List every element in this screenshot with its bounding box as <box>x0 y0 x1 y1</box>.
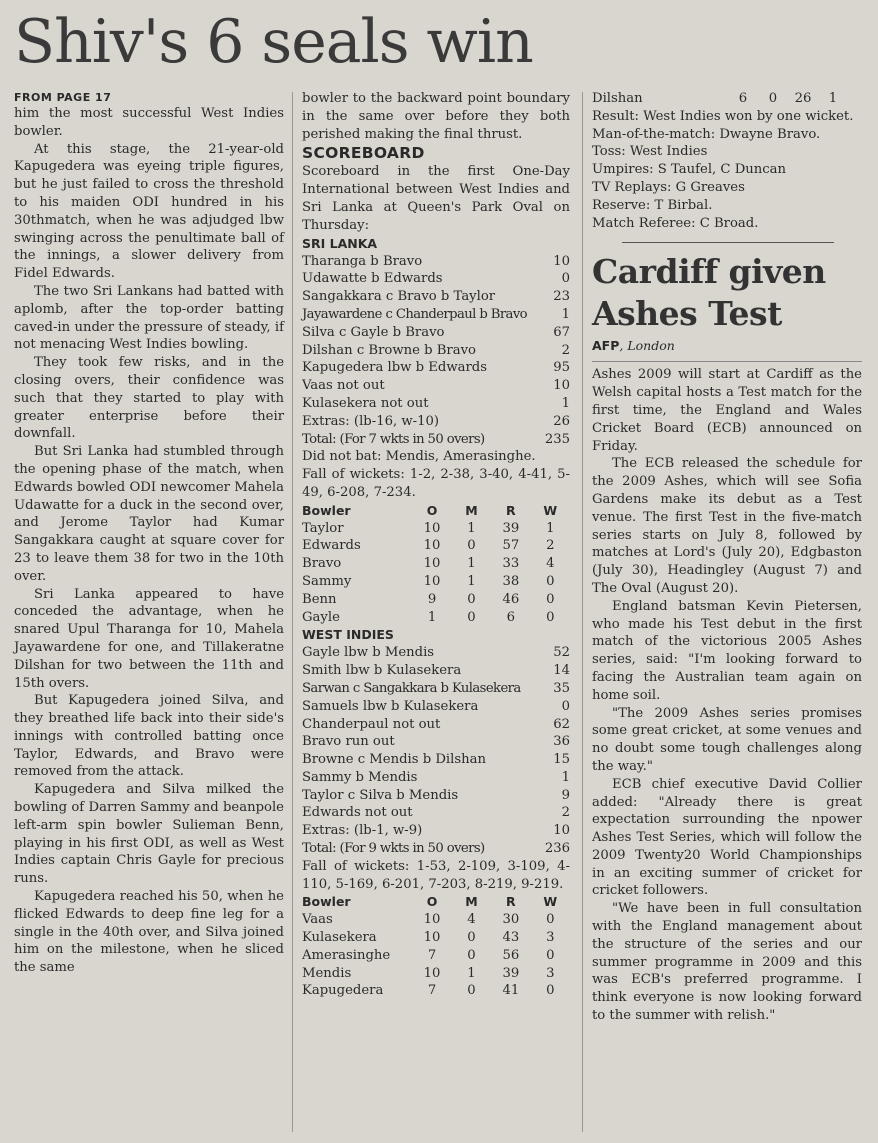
batsman-runs: 36 <box>553 734 570 750</box>
bowler-name: Taylor <box>302 520 344 536</box>
bowling-header-cell: R <box>506 894 516 910</box>
batsman-entry: Samuels lbw b Kulasekera <box>302 698 479 714</box>
did-not-bat: Did not bat: Mendis, Amerasinghe. <box>302 449 536 465</box>
bowling-figure: 0 <box>467 609 476 625</box>
bowler-name: Kapugedera <box>302 983 384 999</box>
bowling-figure: 0 <box>546 912 555 928</box>
batsman-entry: Tharanga b Bravo <box>302 253 423 269</box>
article-paragraph: Kapugedera reached his 50, when he flicked Edwards to deep fine leg for a single in the 40th over, and Silva joined him on the milestone, when he sliced the same <box>14 889 284 976</box>
batting-row <box>302 413 570 431</box>
bowling-figure: 1 <box>427 609 437 625</box>
article-paragraph: ECB chief executive David Collier added: "Already there is great expectation surrounding the npower Ashes Test Series, which will follow the 2009 Twenty20 World Championships in an exciting summer of cricket for cricket followers. <box>592 776 862 899</box>
bowling-figure: 1 <box>546 520 555 536</box>
batting-row <box>302 822 570 840</box>
batsman-entry: Total: (For 9 wkts in 50 overs) <box>302 841 485 857</box>
batsman-runs: 2 <box>561 342 570 358</box>
bowler-name: Dilshan <box>592 91 643 106</box>
bowling-figure: 0 <box>546 947 555 963</box>
bowling-figure: 6 <box>506 609 516 625</box>
bowling-figure: 4 <box>546 556 555 572</box>
dateline: , London <box>619 338 675 354</box>
batsman-entry: Jayawardene c Chanderpaul b Bravo <box>302 306 528 322</box>
bowling-header-cell: Bowler <box>302 894 351 910</box>
batsman-entry: Sangakkara c Bravo b Taylor <box>302 289 496 305</box>
team-heading-west-indies: WEST INDIES <box>302 627 394 643</box>
bowler-name: Amerasinghe <box>302 947 391 963</box>
bowling-figure: 3 <box>546 965 555 981</box>
bowling-figure: 39 <box>502 965 520 981</box>
batsman-runs: 1 <box>561 395 570 411</box>
scoreboard-intro: Scoreboard in the first One-Day International between West Indies and Sri Lanka at Queen's Park Oval on Thursday: <box>302 164 570 233</box>
batsman-runs: 9 <box>561 787 570 803</box>
article-paragraph: "The 2009 Ashes series promises some great cricket, at some venues and no doubt some tough challenges along the way." <box>592 705 862 774</box>
bowling-header-cell: O <box>426 894 438 910</box>
article-paragraph: At this stage, the 21-year-old Kapugedera was eyeing triple figures, but he just failed to cross the threshold to his maiden ODI hundred in his 30thmatch, when he was adjudged lbw swinging across the penultimate ball of the innings, a slower delivery from Fidel Edwards. <box>14 141 284 282</box>
batting-row <box>302 306 570 324</box>
bowling-row <box>302 609 570 627</box>
column-divider <box>582 92 583 1132</box>
continued-from-label: FROM PAGE 17 <box>14 91 112 104</box>
batsman-entry: Sammy b Mendis <box>302 769 418 785</box>
bowling-header-cell: M <box>465 502 478 518</box>
bowling-figure: 1 <box>467 520 476 536</box>
scoreboard-column <box>302 90 570 1000</box>
story-divider <box>622 242 834 243</box>
batsman-runs: 1 <box>561 306 570 322</box>
bowling-figure: 3 <box>546 930 555 946</box>
bowling-figure: 2 <box>546 538 555 554</box>
batsman-entry: Silva c Gayle b Bravo <box>302 324 445 340</box>
bowler-name: Vaas <box>302 912 333 928</box>
scoreboard-title: SCOREBOARD <box>302 144 425 163</box>
batsman-runs: 10 <box>553 823 570 839</box>
bowling-figure: 9 <box>427 591 437 607</box>
bowling-row <box>302 573 570 591</box>
bowling-header-cell: M <box>465 894 478 910</box>
batting-card-sri-lanka <box>302 253 570 449</box>
bowling-figure: 0 <box>467 947 476 963</box>
bowling-row <box>302 982 570 1000</box>
match-referee: Match Referee: C Broad. <box>592 215 759 231</box>
bowling-row <box>302 947 570 965</box>
article-paragraph: The ECB released the schedule for the 2009 Ashes, which will see Sofia Gardens make its debut as a Test venue. The first Test in the five-match series starts on July 8, followed by matches at Lord's (July 20), Edgbaston (July 30), Headingley (August 7) and The Oval (August 20). <box>592 456 862 596</box>
umpires: Umpires: S Taufel, C Duncan <box>592 162 787 178</box>
bowling-header-cell: W <box>543 894 558 910</box>
batting-row <box>302 359 570 377</box>
bowling-card-west-indies-bowlers <box>302 502 570 627</box>
batsman-runs: 14 <box>553 663 570 679</box>
article-paragraph: England batsman Kevin Pietersen, who made his Test debut in the first match of the victorious 2005 Ashes series, said: "I'm looking forward to facing the Australian team again on home soil. <box>592 598 862 703</box>
bowler-name: Edwards <box>302 538 361 554</box>
batsman-runs: 95 <box>553 360 570 376</box>
bowling-figure: 0 <box>546 591 555 607</box>
bowling-figure: 43 <box>502 930 520 946</box>
batsman-runs: 23 <box>553 289 570 305</box>
man-of-the-match: Man-of-the-match: Dwayne Bravo. <box>592 126 821 142</box>
article-paragraph: Sri Lanka appeared to have conceded the advantage, when he snared Upul Tharanga for 10, Mahela Jayawardene for one, and Tillakeratne Dilshan for two between the 11th and 15th overs. <box>14 586 284 691</box>
article-paragraph: The two Sri Lankans had batted with aplomb, after the top-order batting caved-in under the pressure of steady, if not menacing West Indies bowling. <box>14 283 284 353</box>
batsman-runs: 1 <box>561 769 570 785</box>
article-paragraph: him the most successful West Indies bowler. <box>14 106 284 139</box>
batting-row <box>302 644 570 662</box>
runs: 26 <box>794 91 812 106</box>
bowling-figure: 33 <box>502 556 520 572</box>
batsman-entry: Udawatte b Edwards <box>302 271 443 287</box>
match-result: Result: West Indies won by one wicket. <box>592 108 854 124</box>
bowling-row <box>302 555 570 573</box>
article-column-1 <box>14 90 284 977</box>
wickets: 1 <box>828 91 838 106</box>
bowling-figure: 0 <box>467 930 476 946</box>
batsman-entry: Total: (For 7 wkts in 50 overs) <box>302 431 485 447</box>
bowling-row <box>302 591 570 609</box>
batsman-entry: Gayle lbw b Mendis <box>302 645 435 661</box>
bowling-figure: 10 <box>423 538 441 554</box>
article-paragraph: Ashes 2009 will start at Cardiff as the Welsh capital hosts a Test match for the first time, the England and Wales Cricket Board (ECB) announced on Friday. <box>592 367 862 454</box>
bowling-header-cell: W <box>543 502 558 518</box>
batsman-runs: 15 <box>553 752 570 768</box>
page-headline: Shiv's 6 seals win <box>14 7 533 77</box>
batsman-entry: Dilshan c Browne b Bravo <box>302 342 476 358</box>
bowler-name: Sammy <box>302 573 352 589</box>
batsman-entry: Edwards not out <box>302 805 413 821</box>
bowling-row <box>592 90 862 108</box>
batsman-runs: 67 <box>553 324 570 340</box>
batsman-entry: Sarwan c Sangakkara b Kulasekera <box>302 680 521 696</box>
batsman-runs: 0 <box>561 271 570 287</box>
batsman-entry: Bravo run out <box>302 734 395 750</box>
column-divider <box>292 92 293 1132</box>
batsman-entry: Extras: (lb-1, w-9) <box>302 823 423 839</box>
team-heading-sri-lanka: SRI LANKA <box>302 235 378 251</box>
byline-rule <box>592 361 862 362</box>
bowling-header-row <box>302 502 570 520</box>
batsman-entry: Extras: (lb-16, w-10) <box>302 413 440 429</box>
bowling-figure: 56 <box>502 947 520 963</box>
bowling-row <box>302 520 570 538</box>
batsman-runs: 62 <box>553 716 570 732</box>
agency: AFP <box>592 338 620 354</box>
bowling-figure: 0 <box>546 609 555 625</box>
batting-row <box>302 804 570 822</box>
batting-row <box>302 733 570 751</box>
article-paragraph: "We have been in full consultation with the England management about the structure of the series and our summer programme in 2009 and this was ECB's preferred programme. I think everyone is now looking forward to the summer with relish." <box>592 901 862 1024</box>
article-paragraph: They took few risks, and in the closing overs, their confidence was such that they started to play with greater enterprise before their downfall. <box>14 355 284 442</box>
fall-of-wickets: Fall of wickets: 1-2, 2-38, 3-40, 4-41, 5-49, 6-208, 7-234. <box>302 467 570 500</box>
batting-card-west-indies <box>302 644 570 858</box>
bowling-figure: 7 <box>427 983 437 999</box>
bowling-figure: 0 <box>467 538 476 554</box>
bowler-name: Mendis <box>302 965 352 981</box>
batting-row <box>302 698 570 716</box>
batting-row <box>302 342 570 360</box>
reserve-umpire: Reserve: T Birbal. <box>592 197 713 213</box>
bowling-figure: 10 <box>423 912 441 928</box>
bowler-name: Bravo <box>302 556 342 572</box>
batsman-runs: 52 <box>553 645 570 661</box>
byline <box>592 335 862 357</box>
batsman-runs: 10 <box>553 378 570 394</box>
batsman-runs: 0 <box>561 698 570 714</box>
bowling-figure: 0 <box>546 573 555 589</box>
bowler-name: Benn <box>302 591 337 607</box>
bowling-figure: 10 <box>423 930 441 946</box>
batting-row <box>302 769 570 787</box>
bowling-figure: 38 <box>502 573 520 589</box>
bowling-figure: 57 <box>502 538 520 554</box>
batsman-runs: 26 <box>553 413 570 429</box>
batsman-runs: 235 <box>544 431 570 447</box>
batting-row <box>302 680 570 698</box>
story-headline: Cardiff given Ashes Test <box>592 252 826 334</box>
bowling-figure: 39 <box>502 520 520 536</box>
tv-replays: TV Replays: G Greaves <box>592 179 745 195</box>
batsman-entry: Taylor c Silva b Mendis <box>302 787 459 803</box>
batting-row <box>302 288 570 306</box>
batsman-runs: 35 <box>553 680 570 696</box>
batting-row <box>302 377 570 395</box>
bowling-figure: 10 <box>423 520 441 536</box>
article-paragraph: bowler to the backward point boundary in the same over before they both perished making the final thrust. <box>302 91 570 142</box>
bowling-row <box>302 929 570 947</box>
article-paragraph: But Kapugedera joined Silva, and they breathed life back into their side's innings with controlled batting once Taylor, Edwards, and Bravo were removed from the attack. <box>14 693 284 780</box>
batsman-entry: Kulasekera not out <box>302 395 429 411</box>
batting-row <box>302 395 570 413</box>
fall-of-wickets: Fall of wickets: 1-53, 2-109, 3-109, 4-110, 5-169, 6-201, 7-203, 8-219, 9-219. <box>302 858 570 892</box>
batting-row <box>302 716 570 734</box>
bowling-figure: 41 <box>502 983 520 999</box>
bowling-figure: 4 <box>467 912 476 928</box>
bowler-name: Gayle <box>302 609 340 625</box>
bowler-name: Kulasekera <box>302 930 377 946</box>
toss: Toss: West Indies <box>592 144 708 160</box>
bowling-figure: 10 <box>423 573 441 589</box>
batting-row <box>302 324 570 342</box>
bowling-figure: 30 <box>502 912 520 928</box>
batsman-runs: 10 <box>553 253 570 269</box>
bowling-figure: 1 <box>467 573 476 589</box>
overs: 6 <box>738 91 748 106</box>
bowling-figure: 0 <box>546 983 555 999</box>
batting-row <box>302 431 570 449</box>
batsman-runs: 2 <box>561 805 570 821</box>
bowling-figure: 0 <box>467 591 476 607</box>
bowling-figure: 10 <box>423 965 441 981</box>
article-paragraph: Kapugedera and Silva milked the bowling of Darren Sammy and beanpole left-arm spin bowler Sulieman Benn, playing in his first ODI, as well as West Indies captain Chris Gayle for precious runs. <box>14 782 284 887</box>
bowling-figure: 46 <box>502 591 520 607</box>
article-paragraph: But Sri Lanka had stumbled through the opening phase of the match, when Edwards bowled ODI newcomer Mahela Udawatte for a duck in the second over, and Jerome Taylor had Kumar Sangakkara caught at square cover for 23 to leave them 38 for two in the 10th over. <box>14 444 284 584</box>
bowling-figure: 7 <box>427 947 437 963</box>
bowling-row <box>302 911 570 929</box>
batting-row <box>302 662 570 680</box>
bowling-header-row <box>302 893 570 911</box>
batsman-entry: Kapugedera lbw b Edwards <box>302 360 488 376</box>
bowling-figure: 0 <box>467 983 476 999</box>
batsman-entry: Vaas not out <box>302 378 385 394</box>
batting-row <box>302 840 570 858</box>
batting-row <box>302 270 570 288</box>
batting-row <box>302 787 570 805</box>
batsman-entry: Browne c Mendis b Dilshan <box>302 752 486 768</box>
bowling-row <box>302 537 570 555</box>
article-column-3 <box>592 90 862 1025</box>
batting-row <box>302 751 570 769</box>
bowling-figure: 1 <box>467 556 476 572</box>
bowling-header-cell: R <box>506 502 516 518</box>
bowling-figure: 1 <box>467 965 476 981</box>
batsman-entry: Chanderpaul not out <box>302 716 441 732</box>
maidens: 0 <box>768 91 778 106</box>
bowling-figure: 10 <box>423 556 441 572</box>
bowling-row <box>302 965 570 983</box>
bowling-header-cell: O <box>426 502 438 518</box>
bowling-card-sri-lanka-bowlers <box>302 893 570 1000</box>
batsman-entry: Smith lbw b Kulasekera <box>302 663 462 679</box>
batsman-runs: 236 <box>544 841 570 857</box>
bowling-header-cell: Bowler <box>302 502 351 518</box>
batting-row <box>302 253 570 271</box>
